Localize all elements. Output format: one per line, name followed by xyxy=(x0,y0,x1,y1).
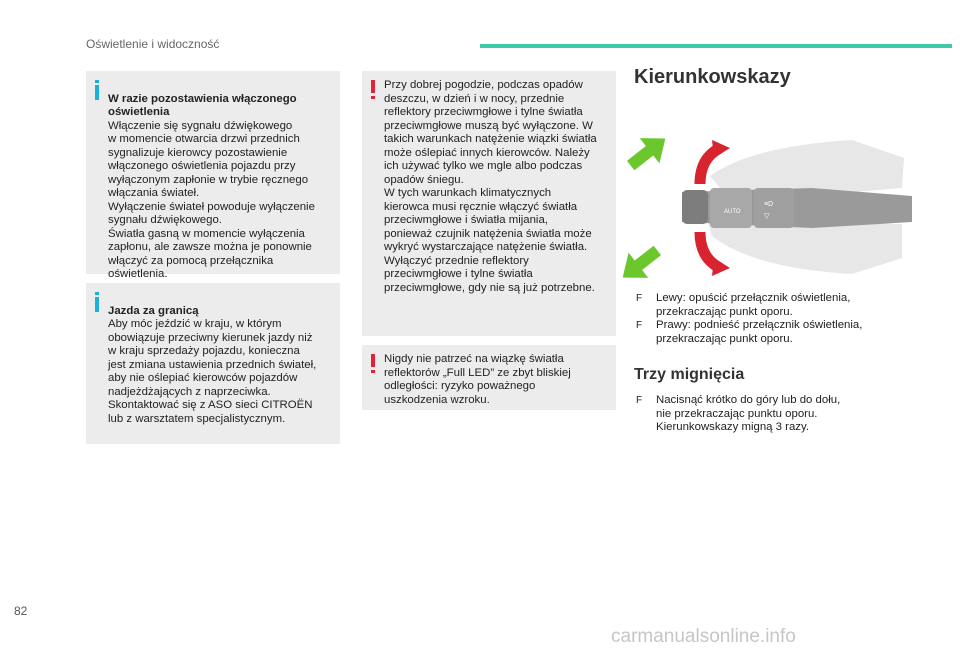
list-item-text: Prawy: podnieść przełącznik oświetlenia, przekraczając punkt oporu. xyxy=(656,319,863,345)
list-item xyxy=(636,394,840,435)
list-item-text: Lewy: opuścić przełącznik oświetlenia, przekraczając punkt oporu. xyxy=(656,292,851,318)
info-icon xyxy=(95,297,99,312)
warning-box-body: Nigdy nie patrzeć na wiązkę światła reflektorów „Full LED” ze zbyt bliskiej odległości: ryzyko poważnego uszkodzenia wzroku. xyxy=(384,353,571,406)
section-title-three-flashes: Trzy mignięcia xyxy=(634,366,745,383)
stalk-lower-ghost xyxy=(708,222,902,274)
info-box-title: W razie pozostawienia włączonego oświetlenia xyxy=(108,92,297,118)
svg-text:▽: ▽ xyxy=(764,213,770,220)
warning-box-body: Przy dobrej pogodzie, podczas opadów deszczu, w dzień i w nocy, przednie reflektory przeciwmgłowe i tylne światła przeciwmgłowe muszą być wyłączone. W takich warunkach natężenie wiązki światła może oślepiać innych kierowców. Należy ich używać tylko we mgle albo podczas opadów śniegu. W tych warunkach klimatycznych kierowca musi ręcznie włączyć światła przeciwmgłowe i światła mijania, ponieważ czujnik natężenia światła może wykryć wystarczające natężenie światła. Wyłączyć przednie reflektory przeciwmgłowe i tylne światła przeciwmgłowe, gdy nie są już potrzebne. xyxy=(384,79,597,294)
three-flashes-instructions xyxy=(636,394,840,435)
info-icon xyxy=(95,85,99,100)
list-item xyxy=(636,292,862,319)
list-item-text: Nacisnąć krótko do góry lub do dołu, nie przekraczając punktu oporu. Kierunkowskazy migną 3 razy. xyxy=(656,394,841,433)
page-number: 82 xyxy=(14,604,28,618)
bullet-marker: F xyxy=(636,293,643,304)
bullet-marker: F xyxy=(636,320,643,331)
warning-icon xyxy=(371,354,375,367)
arrow-left-icon xyxy=(613,238,667,290)
info-box-title: Jazda za granicą xyxy=(108,304,199,317)
info-box-driving-abroad xyxy=(86,283,340,444)
warning-icon xyxy=(371,80,375,93)
section-title-turn-signals: Kierunkowskazy xyxy=(634,66,791,88)
info-box-lights-left-on xyxy=(86,71,340,280)
header-title: Oświetlenie i widoczność xyxy=(86,37,220,51)
warning-box-fog-lights xyxy=(362,71,616,336)
turn-signal-stalk-illustration xyxy=(612,118,912,290)
stalk-symbols: ≡D xyxy=(764,201,774,208)
info-box-body: Włączenie się sygnału dźwiękowego w momencie otwarcia drzwi przednich sygnalizuje kierowcy pozostawienie włączonego oświetlenia pojazdu przy wyłączonym zapłonie w trybie ręcznego włączania świateł. Wyłączenie świateł powoduje wyłączenie sygnału dźwiękowego. Światła gasną w momencie wyłączenia zapłonu, ale zawsze można je ponownie włączyć za pomocą przełącznika oświetlenia. xyxy=(108,119,315,280)
lighting-stalk xyxy=(682,188,912,228)
arrow-right-icon xyxy=(621,118,682,178)
list-item xyxy=(636,319,862,346)
turn-signal-instructions xyxy=(636,292,862,346)
header-bar xyxy=(480,44,952,48)
stalk-label-auto: AUTO xyxy=(724,209,741,215)
warning-box-full-led xyxy=(362,345,616,410)
bullet-marker: F xyxy=(636,395,643,406)
info-box-body: Aby móc jeździć w kraju, w którym obowiązuje przeciwny kierunek jazdy niż w kraju sprzedaży pojazdu, konieczna jest zmiana ustawienia przednich świateł, aby nie oślepiać kierowców pojazdów nadjeżdżających z naprzeciwka. Skontaktować się z ASO sieci CITROËN lub z warsztatem specjalistycznym. xyxy=(108,318,317,425)
watermark: carmanualsonline.info xyxy=(611,626,796,647)
